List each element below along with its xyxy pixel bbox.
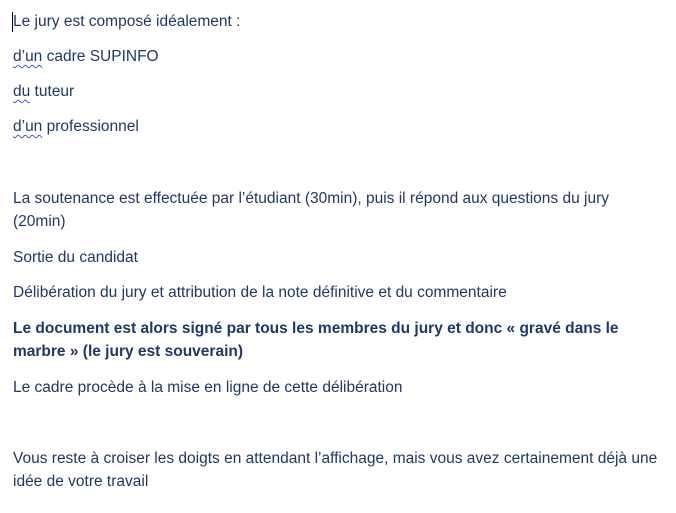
jury-member-tuteur: du tuteur bbox=[13, 83, 75, 100]
sortie-paragraph: Sortie du candidat bbox=[13, 249, 138, 266]
soutenance-paragraph: La soutenance est effectuée par l’étudiant (30min), puis il répond aux questions du jury (20min) bbox=[13, 190, 609, 230]
final-paragraph: Vous reste à croiser les doigts en attendant l’affichage, mais vous avez certainement déjà une idée de votre travail bbox=[13, 450, 658, 490]
jury-intro-line: Le jury est composé idéalement : bbox=[13, 13, 241, 30]
deliberation-paragraph: Délibération du jury et attribution de la note définitive et du commentaire bbox=[13, 284, 507, 301]
jury-member-cadre: d’un cadre SUPINFO bbox=[13, 48, 159, 65]
spellcheck-mark: d’un bbox=[13, 48, 43, 65]
spellcheck-mark: du bbox=[13, 83, 31, 100]
mise-en-ligne-paragraph: Le cadre procède à la mise en ligne de cette délibération bbox=[13, 379, 403, 396]
jury-member-professionnel: d’un professionnel bbox=[13, 118, 139, 135]
signature-paragraph: Le document est alors signé par tous les membres du jury et donc « gravé dans le marbre » (le jury est souverain) bbox=[13, 320, 619, 360]
spellcheck-mark: d’un bbox=[13, 118, 43, 135]
